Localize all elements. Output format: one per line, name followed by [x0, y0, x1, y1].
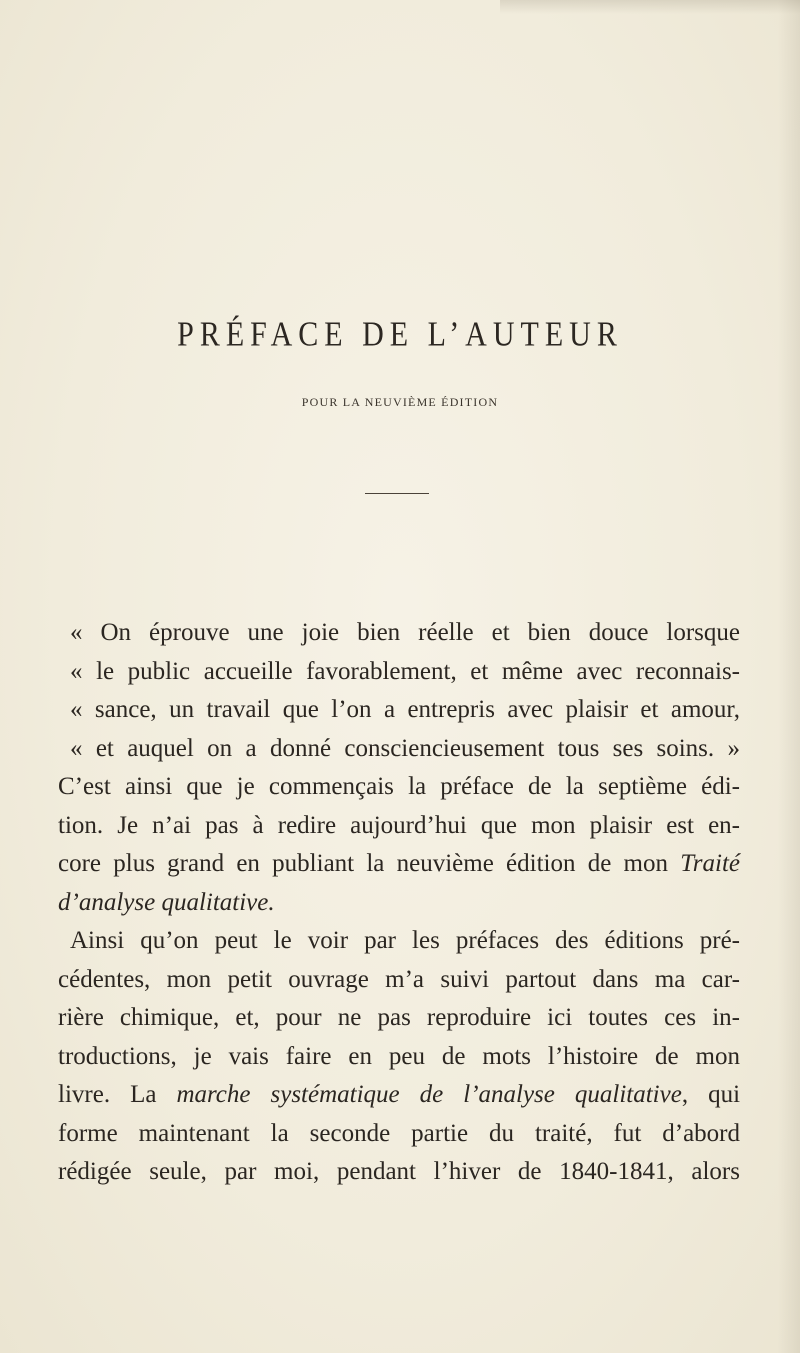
page-subtitle: POUR LA NEUVIÈME ÉDITION: [301, 395, 499, 409]
text-line: C’est ainsi que je commençais la préface de la septième édi-: [58, 773, 740, 800]
page-title: PRÉFACE DE L’AUTEUR: [177, 315, 623, 354]
text-line: Ainsi qu’on peut le voir par les préfaces des éditions pré-: [70, 927, 740, 954]
text-line: [58, 845, 740, 884]
text-line: rière chimique, et, pour ne pas reproduire ici toutes ces in-: [58, 1004, 740, 1031]
book-title-italic: d’analyse qualitative.: [58, 888, 275, 916]
text-line: troductions, je vais faire en peu de mots l’histoire de mon: [58, 1042, 740, 1070]
text-line: forme maintenant la seconde partie du traité, fut d’abord: [58, 1119, 740, 1147]
text-line: « On éprouve une joie bien réelle et bien douce lorsque: [70, 619, 740, 646]
text-segment: livre. La: [58, 1081, 157, 1108]
book-title-italic: Traité: [680, 850, 741, 877]
text-line: « le public accueille favorablement, et même avec reconnais-: [70, 657, 740, 685]
text-line: cédentes, mon petit ouvrage m’a suivi partout dans ma car-: [58, 965, 740, 993]
text-line: « et auquel on a donné consciencieusement tous ses soins. »: [70, 734, 740, 762]
section-divider: [365, 493, 429, 494]
text-line: tion. Je n’ai pas à redire aujourd’hui que mon plaisir est en-: [58, 811, 740, 839]
page-fold-shadow: [500, 0, 800, 14]
text-line: [58, 884, 740, 923]
text-segment: , qui: [681, 1081, 741, 1108]
section-title-italic: marche systématique de l’analyse qualitative: [176, 1081, 682, 1108]
text-line: « sance, un travail que l’on a entrepris avec plaisir et amour,: [70, 696, 740, 723]
text-line: rédigée seule, par moi, pendant l’hiver de 1840-1841, alors: [58, 1158, 740, 1185]
text-line: [58, 1076, 740, 1115]
text-segment: core plus grand en publiant la neuvième édition de mon: [58, 850, 669, 877]
page-edge-shadow: [778, 0, 800, 1353]
preface-text: [58, 614, 740, 1192]
